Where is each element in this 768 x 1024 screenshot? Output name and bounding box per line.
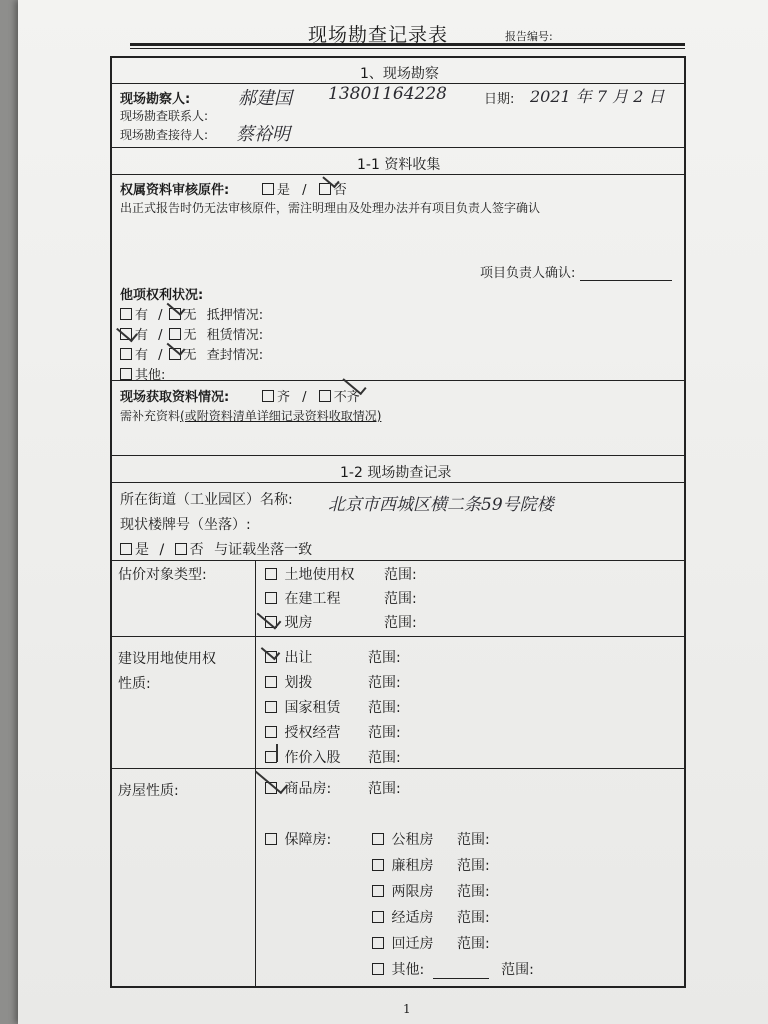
rule bbox=[110, 560, 686, 561]
under-construction: 在建工程 bbox=[284, 591, 341, 607]
onsite-docs-label: 现场获取资料情况: bbox=[120, 390, 230, 405]
other-label: 其他: bbox=[135, 368, 166, 383]
affordable-label: 保障房: bbox=[284, 832, 332, 848]
checkbox[interactable] bbox=[372, 963, 384, 975]
checkbox[interactable] bbox=[265, 568, 277, 580]
scope-label: 范围: bbox=[384, 591, 417, 607]
checkbox[interactable] bbox=[265, 726, 277, 738]
land-right-option bbox=[265, 672, 312, 692]
contact-label: 现场勘查联系人: bbox=[120, 109, 209, 123]
scope-label: 范围: bbox=[368, 781, 401, 797]
receiver-name: 蔡裕明 bbox=[236, 124, 290, 145]
affordable-type bbox=[372, 933, 433, 953]
manager-confirm bbox=[480, 262, 672, 281]
object-type-option bbox=[265, 564, 354, 584]
state-lease: 国家租赁 bbox=[284, 700, 341, 716]
price-limited: 两限房 bbox=[391, 884, 434, 900]
ownership-label: 权属资料审核原件: bbox=[120, 183, 230, 198]
checkbox[interactable] bbox=[175, 543, 187, 555]
supplement-label: 需补充资料 bbox=[120, 409, 181, 423]
affordable-type bbox=[372, 829, 433, 849]
rule bbox=[110, 174, 686, 175]
checkbox[interactable] bbox=[262, 183, 274, 195]
allocation: 划拨 bbox=[284, 675, 313, 691]
option-complete: 齐 bbox=[277, 390, 291, 405]
rule bbox=[110, 380, 686, 381]
report-number-label: 报告编号: bbox=[505, 30, 553, 43]
document-title: 现场勘查记录表 bbox=[308, 24, 449, 46]
other-blank[interactable] bbox=[433, 978, 489, 979]
ownership-note: 出正式报告时仍无法审核原件，需注明理由及处理办法并有项目负责人签字确认 bbox=[120, 201, 541, 215]
receiver-label: 现场勘查接待人: bbox=[120, 128, 209, 142]
option-yes: 有 bbox=[135, 328, 149, 343]
seizure-label: 查封情况: bbox=[206, 348, 264, 363]
affordable-type bbox=[372, 907, 433, 927]
land-right-option bbox=[265, 697, 340, 717]
capital-contribution: 作价入股 bbox=[284, 750, 341, 766]
scope-label: 范围: bbox=[368, 650, 401, 666]
affordable-option bbox=[265, 829, 331, 849]
section-heading: 1-1 资料收集 bbox=[357, 157, 441, 173]
surveyor-label: 现场勘察人: bbox=[120, 92, 191, 107]
rule bbox=[110, 482, 686, 483]
other-label: 其他: bbox=[391, 962, 425, 978]
scope-label: 范围: bbox=[457, 832, 490, 848]
rule bbox=[110, 455, 686, 456]
manager-confirm-label: 项目负责人确认: bbox=[480, 266, 576, 281]
pen-mark bbox=[276, 744, 278, 762]
affordable-type bbox=[372, 881, 433, 901]
scope-label: 范围: bbox=[457, 884, 490, 900]
option-no: 否 bbox=[189, 542, 204, 558]
option-no: 无 bbox=[183, 308, 197, 323]
low-rent: 廉租房 bbox=[391, 858, 434, 874]
checkbox[interactable] bbox=[120, 308, 132, 320]
checkbox[interactable] bbox=[319, 183, 331, 195]
other-row bbox=[120, 364, 165, 383]
rights-row: 有 / 无 查封情况: bbox=[120, 344, 263, 363]
option-no: 无 bbox=[183, 328, 197, 343]
object-type-label: 估价对象类型: bbox=[118, 567, 207, 583]
option-yes: 有 bbox=[135, 348, 149, 363]
resettlement: 回迁房 bbox=[391, 936, 434, 952]
section-heading: 1-2 现场勘查记录 bbox=[340, 465, 452, 481]
section-heading: 1、现场勘察 bbox=[360, 66, 439, 82]
signature-blank[interactable] bbox=[580, 280, 672, 281]
scope-label: 范围: bbox=[368, 750, 401, 766]
mortgage-label: 抵押情况: bbox=[206, 308, 264, 323]
public-rental: 公租房 bbox=[391, 832, 434, 848]
scope-label: 范围: bbox=[384, 567, 417, 583]
lease-label: 租赁情况: bbox=[206, 328, 264, 343]
scope-label: 范围: bbox=[368, 675, 401, 691]
scope-label: 范围: bbox=[457, 910, 490, 926]
checkbox[interactable] bbox=[265, 833, 277, 845]
rule bbox=[110, 768, 686, 769]
date-label: 日期: bbox=[484, 92, 515, 107]
rights-row: 有 / 无 抵押情况: bbox=[120, 304, 263, 323]
scope-label: 范围: bbox=[368, 700, 401, 716]
checkbox[interactable] bbox=[120, 368, 132, 380]
other-rights-label: 他项权利状况: bbox=[120, 288, 204, 303]
supplement-row bbox=[120, 407, 381, 424]
checkbox[interactable] bbox=[372, 859, 384, 871]
scope-label: 范围: bbox=[368, 725, 401, 741]
street-label: 所在街道（工业园区）名称: bbox=[120, 492, 293, 508]
checkbox[interactable] bbox=[319, 390, 331, 402]
scope-label: 范围: bbox=[457, 858, 490, 874]
option-no: 无 bbox=[183, 348, 197, 363]
consistent-label: 与证载坐落一致 bbox=[214, 542, 313, 558]
checkbox[interactable] bbox=[120, 348, 132, 360]
land-right-label-2: 性质: bbox=[118, 676, 151, 692]
land-use-right: 土地使用权 bbox=[284, 567, 355, 583]
onsite-docs-options: 齐 / 不齐 bbox=[262, 386, 360, 405]
title-rule-thin bbox=[130, 48, 685, 49]
checkbox[interactable] bbox=[372, 833, 384, 845]
option-yes: 是 bbox=[277, 183, 291, 198]
surveyor-phone: 13801164228 bbox=[328, 84, 447, 104]
scope-label: 范围: bbox=[457, 936, 490, 952]
house-nature-label: 房屋性质: bbox=[118, 783, 179, 799]
page-number: 1 bbox=[403, 1002, 411, 1016]
scope-label: 范围: bbox=[501, 962, 534, 978]
consistent-row: 是 / 否 与证载坐落一致 bbox=[120, 539, 312, 559]
checkbox[interactable] bbox=[372, 885, 384, 897]
checkbox[interactable] bbox=[265, 592, 277, 604]
ownership-options: 是 / 否 bbox=[262, 179, 347, 198]
checkbox[interactable] bbox=[372, 911, 384, 923]
checkbox[interactable] bbox=[120, 543, 132, 555]
land-right-label: 建设用地使用权 bbox=[118, 651, 216, 667]
surveyor-name: 郝建国 bbox=[238, 88, 292, 109]
rule bbox=[110, 636, 686, 637]
affordable-other bbox=[372, 959, 534, 979]
option-yes: 有 bbox=[135, 308, 149, 323]
scope-label: 范围: bbox=[384, 615, 417, 631]
transfer: 出让 bbox=[284, 650, 313, 666]
checkbox[interactable] bbox=[262, 390, 274, 402]
option-no: 否 bbox=[333, 183, 347, 198]
rule bbox=[110, 147, 686, 148]
date-value: 2021 年 7 月 2 日 bbox=[530, 87, 665, 106]
checkbox[interactable] bbox=[265, 676, 277, 688]
supplement-note: (或附资料清单详细记录资料收取情况) bbox=[180, 409, 382, 423]
land-right-option bbox=[265, 722, 340, 742]
plate-label: 现状楼牌号（坐落）: bbox=[120, 517, 251, 533]
affordable-type bbox=[372, 855, 433, 875]
column-divider bbox=[255, 560, 256, 988]
checkbox[interactable] bbox=[265, 701, 277, 713]
object-type-option bbox=[265, 588, 340, 608]
option-yes: 是 bbox=[135, 542, 149, 558]
authorized-operation: 授权经营 bbox=[284, 725, 341, 741]
commercial-label: 商品房: bbox=[284, 781, 332, 797]
checkbox[interactable] bbox=[372, 937, 384, 949]
economic-housing: 经适房 bbox=[391, 910, 434, 926]
rights-row: 有 / 无 租赁情况: bbox=[120, 324, 263, 343]
existing-house: 现房 bbox=[284, 615, 313, 631]
street-value: 北京市西城区横二条59号院楼 bbox=[328, 495, 554, 515]
title-rule bbox=[130, 43, 685, 46]
option-incomplete: 不齐 bbox=[333, 390, 360, 405]
